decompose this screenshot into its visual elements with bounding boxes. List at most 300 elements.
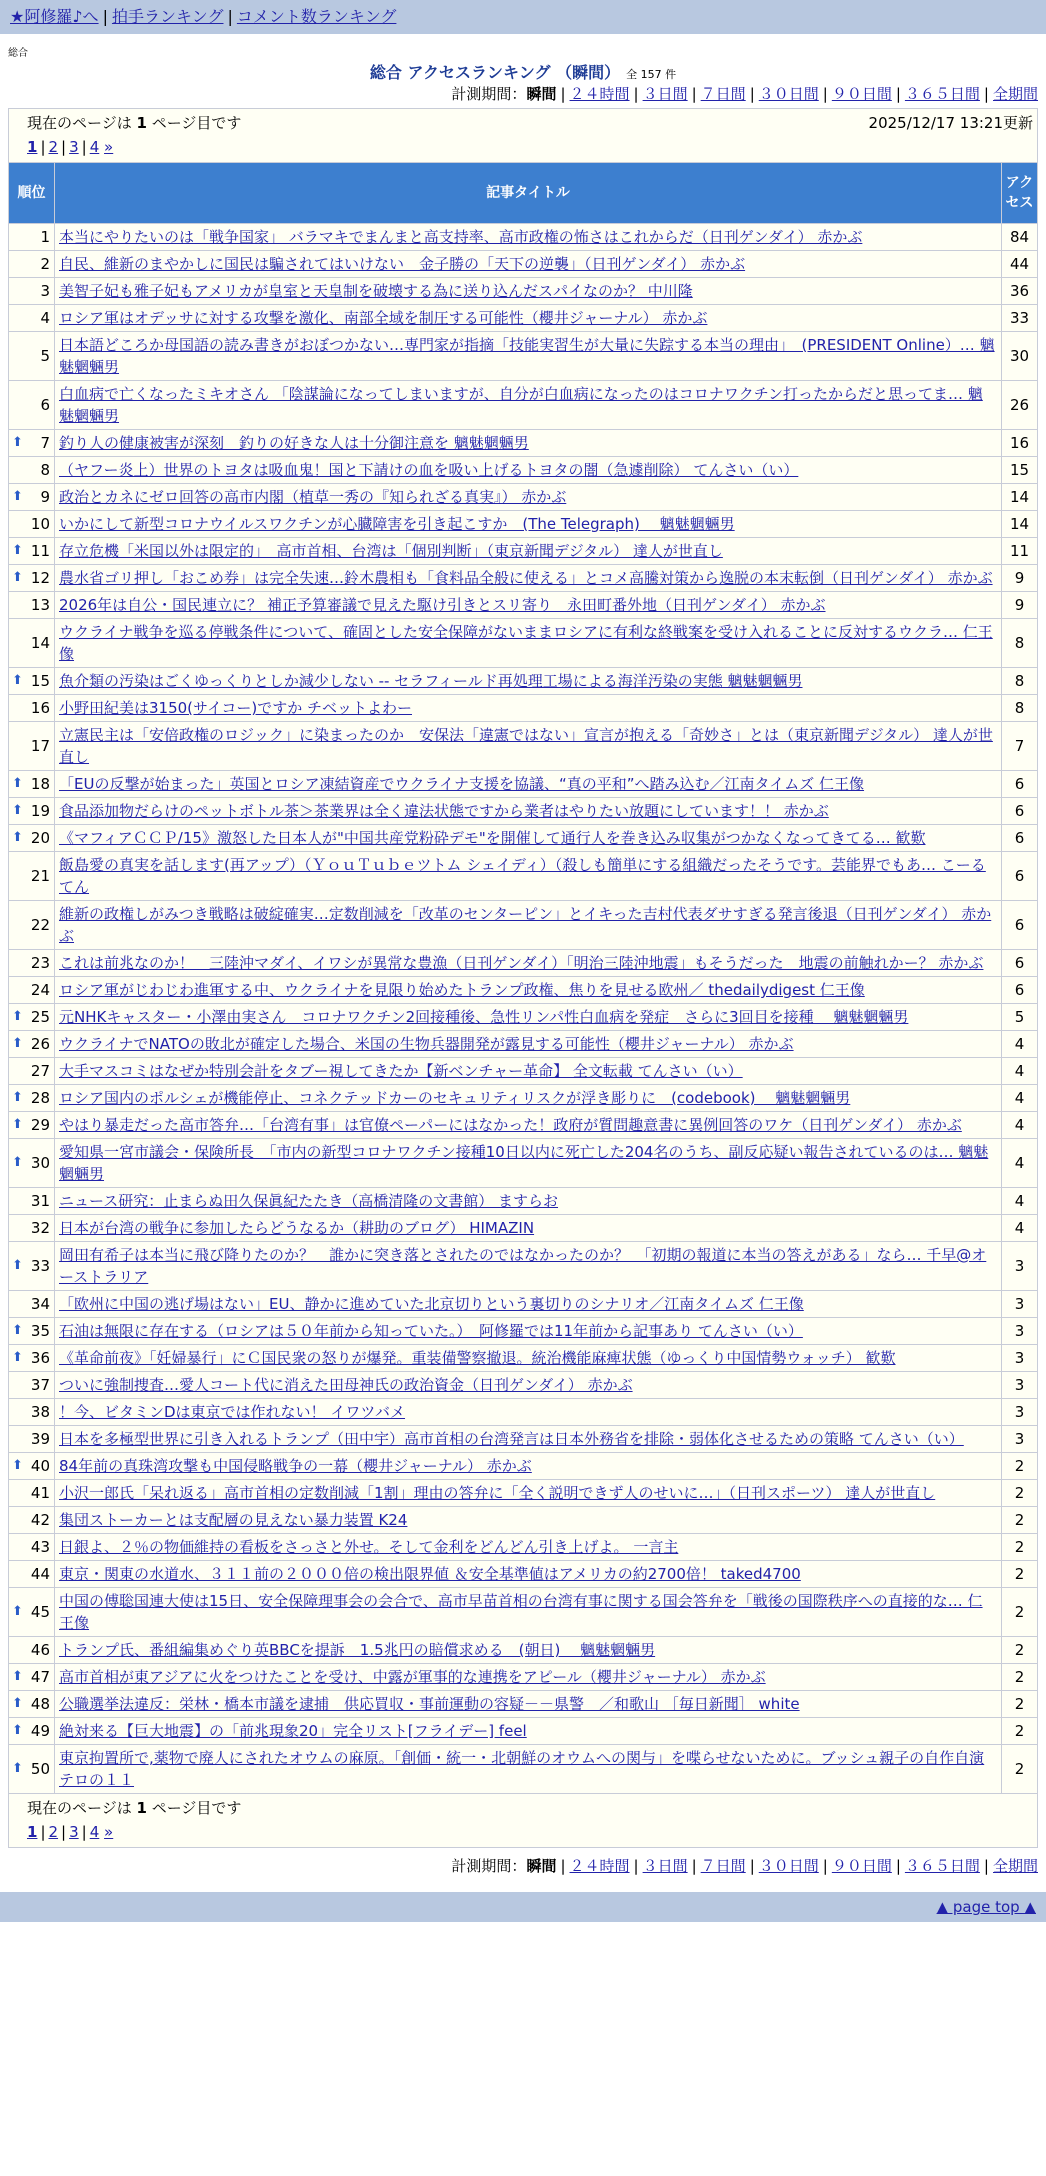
access-count: 3 [1002, 1399, 1038, 1426]
rank-number: 32 [30, 1219, 50, 1237]
access-count: 3 [1002, 1372, 1038, 1399]
article-link[interactable]: 白血病で亡くなったミキオさん 「陰謀論になってしまいますが、自分が白血病になったのはコロナワクチン打ったからだと思ってま… 魑魅魍魎男 [59, 385, 983, 425]
up-arrow-icon: ⬆ [12, 1036, 23, 1051]
table-row [9, 484, 1038, 511]
page-top-link[interactable]: ▲ page top ▲ [936, 1898, 1036, 1916]
table-row [9, 381, 1038, 430]
article-link[interactable]: 東京・関東の水道水、３１１前の２０００倍の検出限界値 ＆安全基準値はアメリカの約2700倍！ taked4700 [59, 1565, 801, 1583]
title-cell [55, 538, 1002, 565]
rank-number: 24 [30, 981, 50, 999]
rank-cell [9, 251, 55, 278]
table-header-row [9, 163, 1038, 224]
title-cell [55, 1637, 1002, 1664]
ranking-body [9, 224, 1038, 1794]
article-link[interactable]: 高市首相が東アジアに火をつけたことを受け、中露が軍事的な連携をアピール（櫻井ジャーナル） 赤かぶ [59, 1668, 766, 1686]
rank-number: 16 [30, 699, 50, 717]
rank-cell [9, 1291, 55, 1318]
article-link[interactable]: ！今、ビタミンDは東京では作れない！ イワツバメ [59, 1403, 406, 1421]
pager-next-link[interactable]: » [104, 1823, 114, 1841]
up-arrow-icon: ⬆ [12, 1669, 23, 1684]
separator: | [40, 138, 46, 156]
title-cell [55, 1399, 1002, 1426]
period-link[interactable]: ３日間 [642, 1857, 688, 1875]
pager-next-link[interactable]: » [104, 138, 114, 156]
article-link[interactable]: トランプ氏、番組編集めぐり英BBCを提訴 1.5兆円の賠償求める (朝日) 魑魅魍魎男 [59, 1641, 656, 1659]
rank-number: 25 [30, 1008, 50, 1026]
pager-page-link[interactable]: 3 [69, 1823, 79, 1841]
period-link[interactable]: ９０日間 [831, 85, 892, 103]
rank-number: 22 [30, 916, 50, 934]
separator: | [227, 7, 233, 26]
period-link[interactable]: ７日間 [700, 85, 746, 103]
article-link[interactable]: 日本を多極型世界に引き入れるトランプ（田中宇）高市首相の台湾発言は日本外務省を排除・弱体化させるための策略 てんさい（い） [59, 1430, 964, 1448]
article-link[interactable]: 元NHKキャスター・小澤由実さん コロナワクチン2回接種後、急性リンパ性白血病を発症 さらに3回目を接種 魑魅魍魎男 [59, 1008, 909, 1026]
rank-cell [9, 1664, 55, 1691]
table-row [9, 901, 1038, 950]
title-cell [55, 1745, 1002, 1794]
title-cell [55, 1188, 1002, 1215]
access-count: 6 [1002, 771, 1038, 798]
access-count: 3 [1002, 1318, 1038, 1345]
up-arrow-icon: ⬆ [12, 1723, 23, 1738]
title-cell [55, 592, 1002, 619]
title-cell [55, 619, 1002, 668]
title-cell [55, 565, 1002, 592]
rank-cell [9, 1085, 55, 1112]
rank-number: 18 [30, 775, 50, 793]
title-cell [55, 852, 1002, 901]
separator: | [560, 1857, 566, 1875]
rank-number: 45 [30, 1603, 50, 1621]
article-link[interactable]: 中国の傅聡国連大使は15日、安全保障理事会の会合で、高市早苗首相の台湾有事に関する国会答弁を「戦後の国際秩序への直接的な… 仁王像 [59, 1592, 983, 1632]
access-count: 3 [1002, 1291, 1038, 1318]
access-count: 8 [1002, 668, 1038, 695]
table-row [9, 305, 1038, 332]
table-row [9, 251, 1038, 278]
article-link[interactable]: ロシア軍がじわじわ進軍する中、ウクライナを見限り始めたトランプ政権、焦りを見せる欧州／ thedailydigest 仁王像 [59, 981, 865, 999]
rank-number: 13 [30, 596, 50, 614]
access-count: 15 [1002, 457, 1038, 484]
table-row [9, 1561, 1038, 1588]
rank-cell [9, 1112, 55, 1139]
rank-cell [9, 852, 55, 901]
rank-number: 44 [30, 1565, 50, 1583]
separator: | [983, 85, 989, 103]
rank-cell [9, 1637, 55, 1664]
title-cell [55, 224, 1002, 251]
period-link[interactable]: ９０日間 [831, 1857, 892, 1875]
title-cell [55, 825, 1002, 852]
rank-number: 49 [30, 1722, 50, 1740]
rank-cell [9, 1139, 55, 1188]
article-link[interactable]: 2026年は自公・国民連立に？ 補正予算審議で見えた駆け引きとスリ寄り 永田町番外地（日刊ゲンダイ） 赤かぶ [59, 596, 826, 614]
rank-number: 8 [40, 461, 50, 479]
status-box-bottom [8, 1794, 1038, 1848]
table-row [9, 1112, 1038, 1139]
separator: | [749, 1857, 755, 1875]
table-row [9, 565, 1038, 592]
table-row [9, 224, 1038, 251]
separator: | [822, 85, 828, 103]
title-cell [55, 251, 1002, 278]
rank-cell [9, 1188, 55, 1215]
access-count: 2 [1002, 1664, 1038, 1691]
title-cell [55, 1718, 1002, 1745]
access-count: 3 [1002, 1242, 1038, 1291]
rank-cell [9, 798, 55, 825]
article-link[interactable]: 84年前の真珠湾攻撃も中国侵略戦争の一幕（櫻井ジャーナル） 赤かぶ [59, 1457, 532, 1475]
access-count: 6 [1002, 825, 1038, 852]
rank-cell [9, 332, 55, 381]
title-cell [55, 511, 1002, 538]
access-count: 6 [1002, 852, 1038, 901]
rank-cell [9, 1215, 55, 1242]
rank-number: 33 [30, 1257, 50, 1275]
article-link[interactable]: 《革命前夜》「妊婦暴行」にＣ国民衆の怒りが爆発。重装備警察撤退。統治機能麻痺状態（ゆっくり中国情勢ウォッチ） 歓歎 [59, 1349, 896, 1367]
period-label: 計測期間： [451, 85, 527, 103]
access-count: 2 [1002, 1637, 1038, 1664]
period-link[interactable]: ７日間 [700, 1857, 746, 1875]
table-row [9, 1058, 1038, 1085]
rank-number: 11 [30, 542, 50, 560]
article-link[interactable]: 立憲民主は「安倍政権のロジック」に染まったのか 安保法「違憲ではない」宣言が抱える「奇妙さ」とは（東京新聞デジタル） 達人が世直し [59, 726, 993, 766]
table-row [9, 332, 1038, 381]
access-count: 4 [1002, 1112, 1038, 1139]
separator: | [61, 1823, 67, 1841]
access-count: 4 [1002, 1031, 1038, 1058]
table-row [9, 668, 1038, 695]
article-link[interactable]: 自民、維新のまやかしに国民は騙されてはいけない 金子勝の「天下の逆襲」（日刊ゲンダイ） 赤かぶ [59, 255, 746, 273]
page-title: 総合 アクセスランキング （瞬間） [369, 63, 621, 82]
rank-number: 19 [30, 802, 50, 820]
title-cell [55, 771, 1002, 798]
title-cell [55, 381, 1002, 430]
rank-number: 28 [30, 1089, 50, 1107]
title-cell [55, 1507, 1002, 1534]
period-link[interactable]: ３日間 [642, 85, 688, 103]
access-count: 4 [1002, 1058, 1038, 1085]
access-count: 16 [1002, 430, 1038, 457]
title-cell [55, 1588, 1002, 1637]
table-row [9, 1534, 1038, 1561]
period-link[interactable]: 全期間 [992, 85, 1038, 103]
access-count: 2 [1002, 1507, 1038, 1534]
title-cell [55, 1085, 1002, 1112]
rank-number: 31 [30, 1192, 50, 1210]
separator: | [40, 1823, 46, 1841]
title-cell [55, 1691, 1002, 1718]
separator: | [691, 1857, 697, 1875]
separator: | [691, 85, 697, 103]
title-cell [55, 305, 1002, 332]
rank-cell [9, 457, 55, 484]
up-arrow-icon: ⬆ [12, 1155, 23, 1170]
article-link[interactable]: 農水省ゴリ押し「おこめ券」は完全失速…鈴木農相も「食料品全般に使える」とコメ高騰対策から逸脱の本末転倒（日刊ゲンダイ） 赤かぶ [59, 569, 993, 587]
pager-bottom [27, 1820, 1027, 1844]
title-cell [55, 1372, 1002, 1399]
table-row [9, 798, 1038, 825]
title-cell [55, 722, 1002, 771]
rank-cell [9, 278, 55, 305]
access-count: 9 [1002, 592, 1038, 619]
rank-number: 4 [40, 309, 50, 327]
access-count: 8 [1002, 619, 1038, 668]
table-row [9, 852, 1038, 901]
access-count: 5 [1002, 1004, 1038, 1031]
title-cell [55, 977, 1002, 1004]
separator: | [749, 85, 755, 103]
up-arrow-icon: ⬆ [12, 435, 23, 450]
rank-number: 23 [30, 954, 50, 972]
up-arrow-icon: ⬆ [12, 543, 23, 558]
rank-number: 1 [40, 228, 50, 246]
article-link[interactable]: いかにして新型コロナウイルスワクチンが心臓障害を引き起こすか (The Telegraph) 魑魅魍魎男 [59, 515, 735, 533]
article-link[interactable]: 存立危機「米国以外は限定的」 高市首相、台湾は「個別判断」（東京新聞デジタル） 達人が世直し [59, 542, 723, 560]
article-link[interactable]: ロシア国内のポルシェが機能停止、コネクテッドカーのセキュリティリスクが浮き彫りに (codebook) 魑魅魍魎男 [59, 1089, 851, 1107]
rank-cell [9, 668, 55, 695]
footer [0, 1892, 1046, 1922]
rank-cell [9, 224, 55, 251]
rank-number: 48 [30, 1695, 50, 1713]
rank-number: 17 [30, 737, 50, 755]
table-row [9, 1426, 1038, 1453]
article-link[interactable]: 「EUの反撃が始まった」英国とロシア凍結資産でウクライナ支援を協議、“真の平和”へ踏み込む／江南タイムズ 仁王像 [59, 775, 865, 793]
title-cell [55, 950, 1002, 977]
rank-cell [9, 511, 55, 538]
title-cell [55, 1426, 1002, 1453]
page-heading [0, 60, 1046, 82]
article-link[interactable]: ニュース研究：止まらぬ田久保眞紀たたき（高橋清隆の文書館） ますらお [59, 1192, 559, 1210]
article-link[interactable]: ウクライナ戦争を巡る停戦条件について、確固とした安全保障がないままロシアに有利な終戦案を受け入れることに反対するウクラ… 仁王像 [59, 623, 993, 663]
rank-number: 26 [30, 1035, 50, 1053]
period-link[interactable]: ３０日間 [758, 1857, 819, 1875]
period-link[interactable]: ３６５日間 [904, 1857, 980, 1875]
access-count: 2 [1002, 1745, 1038, 1794]
rank-number: 9 [40, 488, 50, 506]
table-row [9, 592, 1038, 619]
table-row [9, 1345, 1038, 1372]
rank-cell [9, 538, 55, 565]
up-arrow-icon: ⬆ [12, 1258, 23, 1273]
rank-number: 36 [30, 1349, 50, 1367]
table-row [9, 1085, 1038, 1112]
col-title-header: 記事タイトル [55, 163, 1002, 224]
rank-cell [9, 565, 55, 592]
rank-number: 38 [30, 1403, 50, 1421]
rank-cell [9, 1588, 55, 1637]
pager-page-link[interactable]: 2 [48, 138, 59, 156]
rank-cell [9, 592, 55, 619]
pager-page-current[interactable]: 1 [27, 138, 38, 156]
table-row [9, 457, 1038, 484]
period-current: 瞬間 [526, 1857, 557, 1875]
rank-number: 30 [30, 1154, 50, 1172]
rank-number: 47 [30, 1668, 50, 1686]
access-count: 11 [1002, 538, 1038, 565]
title-cell [55, 1480, 1002, 1507]
rank-cell [9, 1399, 55, 1426]
article-link[interactable]: 日本が台湾の戦争に参加したらどうなるか（耕助のブログ） HIMAZIN [59, 1219, 535, 1237]
article-link[interactable]: 釣り人の健康被害が深刻 釣りの好きな人は十分御注意を 魑魅魍魎男 [59, 434, 529, 452]
access-count: 84 [1002, 224, 1038, 251]
rank-number: 14 [30, 634, 50, 652]
clap-ranking-link[interactable]: 拍手ランキング [111, 7, 224, 26]
article-link[interactable]: 大手マスコミはなぜか特別会計をタブー視してきたか【新ベンチャー革命】 全文転載 てんさい（い） [59, 1062, 743, 1080]
up-arrow-icon: ⬆ [12, 1350, 23, 1365]
article-link[interactable]: ウクライナでNATOの敗北が確定した場合、米国の生物兵器開発が露見する可能性（櫻井ジャーナル） 赤かぶ [59, 1035, 794, 1053]
article-link[interactable]: 政治とカネにゼロ回答の高市内閣（植草一秀の『知られざる真実』） 赤かぶ [59, 488, 567, 506]
rank-cell [9, 619, 55, 668]
table-row [9, 619, 1038, 668]
article-link[interactable]: （ヤフー炎上）世界のトヨタは吸血鬼！国と下請けの血を吸い上げるトヨタの闇（急遽削除） てんさい（い） [59, 461, 799, 479]
article-link[interactable]: 維新の政権しがみつき戦略は破綻確実…定数削減を「改革のセンターピン」とイキった吉村代表ダサすぎる発言後退（日刊ゲンダイ） 赤かぶ [59, 905, 992, 945]
title-cell [55, 1561, 1002, 1588]
access-count: 14 [1002, 484, 1038, 511]
rank-number: 39 [30, 1430, 50, 1448]
article-link[interactable]: 岡田有希子は本当に飛び降りたのか？ 誰かに突き落とされたのではなかったのか？ 「初期の報道に本当の答えがある」なら… 千早@オーストラリア [59, 1246, 987, 1286]
pager-page-link[interactable]: 4 [89, 1823, 100, 1841]
title-cell [55, 1139, 1002, 1188]
table-row [9, 1215, 1038, 1242]
article-link[interactable]: ロシア軍はオデッサに対する攻撃を激化、南部全域を制圧する可能性（櫻井ジャーナル） 赤かぶ [59, 309, 708, 327]
article-link[interactable]: 日銀よ、２％の物価維持の看板をさっさと外せ。そして金利をどんどん引き上げよ。 一言主 [59, 1538, 679, 1556]
rank-cell [9, 1507, 55, 1534]
title-cell [55, 457, 1002, 484]
table-row [9, 1718, 1038, 1745]
up-arrow-icon: ⬆ [12, 830, 23, 845]
top-nav [0, 0, 1046, 34]
period-link[interactable]: ３０日間 [758, 85, 819, 103]
table-row [9, 1031, 1038, 1058]
article-link[interactable]: 「欧州に中国の逃げ場はない」EU、静かに進めていた北京切りという裏切りのシナリオ／江南タイムズ 仁王像 [59, 1295, 804, 1313]
article-link[interactable]: 東京拘置所で,薬物で廃人にされたオウムの麻原。「創価・統一・北朝鮮のオウムへの関与」を喋らせないために。ブッシュ親子の自作自演テロの１１ [59, 1749, 985, 1789]
article-link[interactable]: 食品添加物だらけのペットボトル茶＞茶業界は全く違法状態ですから業者はやりたい放題にしています！！ 赤かぶ [59, 802, 829, 820]
table-row [9, 825, 1038, 852]
title-cell [55, 1031, 1002, 1058]
rank-cell [9, 1561, 55, 1588]
title-cell [55, 1534, 1002, 1561]
rank-cell [9, 1058, 55, 1085]
access-count: 6 [1002, 950, 1038, 977]
table-row [9, 1637, 1038, 1664]
article-link[interactable]: ついに強制捜査…愛人コート代に消えた田母神氏の政治資金（日刊ゲンダイ） 赤かぶ [59, 1376, 633, 1394]
separator: | [61, 138, 67, 156]
rank-number: 15 [30, 672, 50, 690]
access-count: 30 [1002, 332, 1038, 381]
access-count: 2 [1002, 1480, 1038, 1507]
rank-number: 41 [30, 1484, 50, 1502]
rank-cell [9, 901, 55, 950]
title-cell [55, 332, 1002, 381]
rank-cell [9, 1031, 55, 1058]
article-link[interactable]: 石油は無限に存在する（ロシアは５０年前から知っていた。） 阿修羅では11年前から記事あり てんさい（い） [59, 1322, 803, 1340]
separator: | [102, 7, 108, 26]
period-link[interactable]: ２４時間 [569, 85, 630, 103]
article-link[interactable]: 本当にやりたいのは「戦争国家」 バラマキでまんまと高支持率、高市政権の怖さはこれからだ（日刊ゲンダイ） 赤かぶ [59, 228, 863, 246]
access-count: 9 [1002, 565, 1038, 592]
separator: | [81, 1823, 87, 1841]
title-cell [55, 668, 1002, 695]
article-link[interactable]: やはり暴走だった高市答弁…「台湾有事」は官僚ペーパーにはなかった！政府が質問趣意書に異例回答のワケ（日刊ゲンダイ） 赤かぶ [59, 1116, 962, 1134]
table-row [9, 278, 1038, 305]
separator: | [633, 85, 639, 103]
rank-cell [9, 722, 55, 771]
period-label: 計測期間： [451, 1857, 527, 1875]
access-count: 14 [1002, 511, 1038, 538]
rank-cell [9, 1372, 55, 1399]
article-link[interactable]: これは前兆なのか！ 三陸沖マダイ、イワシが異常な豊漁（日刊ゲンダイ）「明治三陸沖地震」もそうだった 地震の前触れかー？ 赤かぶ [59, 954, 984, 972]
table-row [9, 722, 1038, 771]
access-count: 2 [1002, 1718, 1038, 1745]
current-page-text: 現在のページは 1 ページ目です [27, 1799, 242, 1817]
access-count: 4 [1002, 1085, 1038, 1112]
pager-page-current[interactable]: 1 [27, 1823, 38, 1841]
up-arrow-icon: ⬆ [12, 1009, 23, 1024]
table-row [9, 1242, 1038, 1291]
rank-cell [9, 484, 55, 511]
separator: | [81, 138, 87, 156]
article-link[interactable]: 小野田紀美は3150(サイコー)ですか チベットよわー [59, 699, 412, 717]
article-link[interactable]: 日本語どころか母国語の読み書きがおぼつかない…専門家が指摘「技能実習生が大量に失踪する本当の理由」 (PRESIDENT Online）… 魑魅魍魎男 [59, 336, 995, 376]
pager-page-link[interactable]: 3 [69, 138, 79, 156]
comment-ranking-link[interactable]: コメント数ランキング [236, 7, 397, 26]
current-page-number: 1 [136, 114, 147, 132]
rank-number: 46 [30, 1641, 50, 1659]
access-count: 3 [1002, 1426, 1038, 1453]
up-arrow-icon: ⬆ [12, 1117, 23, 1132]
rank-number: 50 [30, 1760, 50, 1778]
title-cell [55, 1345, 1002, 1372]
pager-page-link[interactable]: 4 [89, 138, 100, 156]
pager-page-link[interactable]: 2 [48, 1823, 59, 1841]
access-count: 36 [1002, 278, 1038, 305]
up-arrow-icon: ⬆ [12, 1323, 23, 1338]
title-cell [55, 1453, 1002, 1480]
rank-cell [9, 771, 55, 798]
separator: | [560, 85, 566, 103]
up-arrow-icon: ⬆ [12, 489, 23, 504]
rank-number: 12 [30, 569, 50, 587]
rank-cell [9, 825, 55, 852]
period-link[interactable]: ３６５日間 [904, 85, 980, 103]
rank-cell [9, 430, 55, 457]
home-link[interactable]: ★阿修羅♪へ [10, 7, 99, 26]
article-link[interactable]: 魚介類の汚染はごくゆっくりとしか減少しない -- セラフィールド再処理工場による海洋汚染の実態 魑魅魍魎男 [59, 672, 803, 690]
article-link[interactable]: 集団ストーカーとは支配層の見えない暴力装置 K24 [59, 1511, 408, 1529]
title-cell [55, 1004, 1002, 1031]
article-link[interactable]: 小沢一郎氏「呆れ返る」高市首相の定数削減「1割」理由の答弁に「全く説明できず人のせいに…」（日刊スポーツ） 達人が世直し [59, 1484, 936, 1502]
separator: | [822, 1857, 828, 1875]
article-link[interactable]: 飯島愛の真実を話します(再アップ）（ＹｏｕＴｕｂｅツトム シェイディ）（殺しも簡単にする組織だったそうです。芸能界でもあ… こーるてん [59, 856, 986, 896]
table-row [9, 771, 1038, 798]
table-row [9, 1318, 1038, 1345]
article-link[interactable]: 絶対来る【巨大地震】の「前兆現象20」完全リスト[フライデー] feel [59, 1722, 527, 1740]
rank-number: 27 [30, 1062, 50, 1080]
rank-number: 37 [30, 1376, 50, 1394]
article-link[interactable]: 公職選挙法違反：栄林・橋本市議を逮捕 供応買収・事前運動の容疑－－県警 ／和歌山 ［毎日新聞］ white [59, 1695, 800, 1713]
pager-top [27, 135, 1027, 159]
updated-timestamp: 2025/12/17 13:21更新 [868, 114, 1033, 132]
article-link[interactable]: 美智子妃も雅子妃もアメリカが皇室と天皇制を破壊する為に送り込んだスパイなのか？ 中川隆 [59, 282, 693, 300]
breadcrumb: 総合 [8, 48, 28, 59]
period-link[interactable]: 全期間 [992, 1857, 1038, 1875]
table-row [9, 511, 1038, 538]
article-link[interactable]: 愛知県一宮市議会・保険所長 「市内の新型コロナワクチン接種10日以内に死亡した204名のうち、副反応疑い報告されているのは… 魑魅魍魎男 [59, 1143, 989, 1183]
table-row [9, 695, 1038, 722]
article-link[interactable]: 《マフィアＣＣＰ/15》激怒した日本人が"中国共産党粉砕デモ"を開催して通行人を巻き込み収集がつかなくなってきてる… 歓歎 [59, 829, 926, 847]
rank-cell [9, 1691, 55, 1718]
period-link[interactable]: ２４時間 [569, 1857, 630, 1875]
